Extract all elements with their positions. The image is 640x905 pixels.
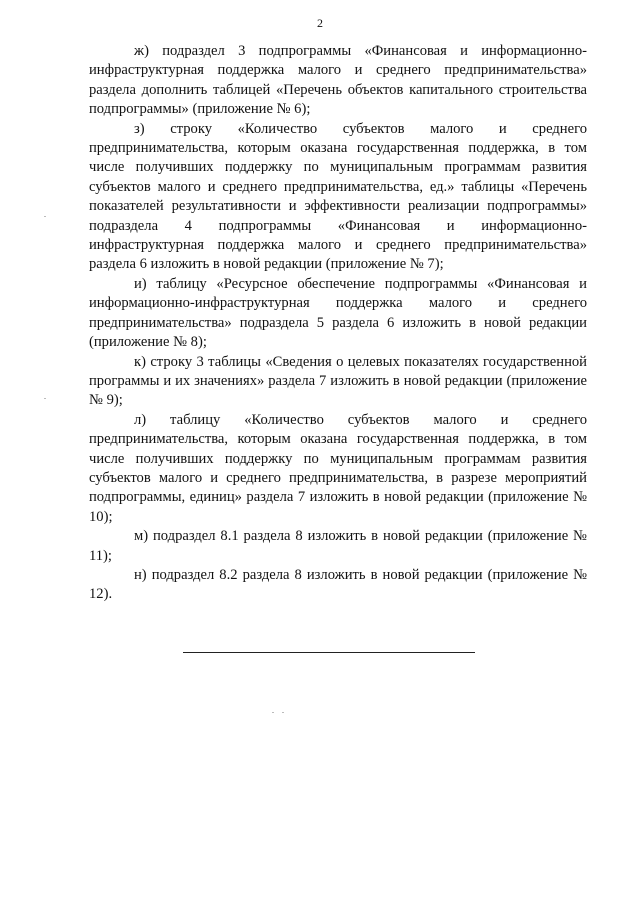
paragraph-i: и) таблицу «Ресурсное обеспечение подпрограммы «Финансовая и информационно-инфраструктурная поддержка малого и среднего предпринимательства» подраздела 5 раздела 6 изложить в новой редакции (приложение № 8);: [89, 275, 587, 351]
paragraph-k: к) строку 3 таблицы «Сведения о целевых показателях государственной программы и их значениях» раздела 7 изложить в новой редакции (приложение № 9);: [89, 353, 587, 409]
paragraph-z: з) строку «Количество субъектов малого и среднего предпринимательства, которым оказана государственная поддержка, в том числе получивших поддержку по муниципальным программам развития субъектов малого и среднего предпринимательства, ед.» таблицы «Перечень показателей результативности и эффективности реализации подпрограммы» подраздела 4 подпрограммы «Финансовая и информационно-инфраструктурная поддержка малого и среднего предпринимательства» раздела 6 изложить в новой редакции (приложение № 7);: [89, 120, 587, 273]
scan-artifact: [44, 398, 46, 399]
scan-artifact: [272, 712, 274, 713]
scan-artifact: [282, 712, 284, 713]
paragraph-zh: ж) подраздел 3 подпрограммы «Финансовая и информационно-инфраструктурная поддержка малого и среднего предпринимательства» раздела дополнить таблицей «Перечень объектов капитального строительства подпрограммы» (приложение № 6);: [89, 43, 587, 118]
scan-artifact: [44, 216, 46, 217]
paragraph-m: м) подраздел 8.1 раздела 8 изложить в новой редакции (приложение № 11);: [89, 528, 587, 564]
end-separator-line: [183, 652, 475, 653]
paragraph-n: н) подраздел 8.2 раздела 8 изложить в новой редакции (приложение № 12).: [89, 566, 587, 603]
page-number: 2: [317, 16, 323, 30]
paragraph-l: л) таблицу «Количество субъектов малого и среднего предпринимательства, которым оказана государственная поддержка, в том числе получивших поддержку по муниципальным программам развития субъектов малого и среднего предпринимательства, в разрезе мероприятий подпрограммы, единиц» раздела 7 изложить в новой редакции (приложение № 10);: [89, 411, 587, 525]
document-body: [89, 42, 587, 605]
